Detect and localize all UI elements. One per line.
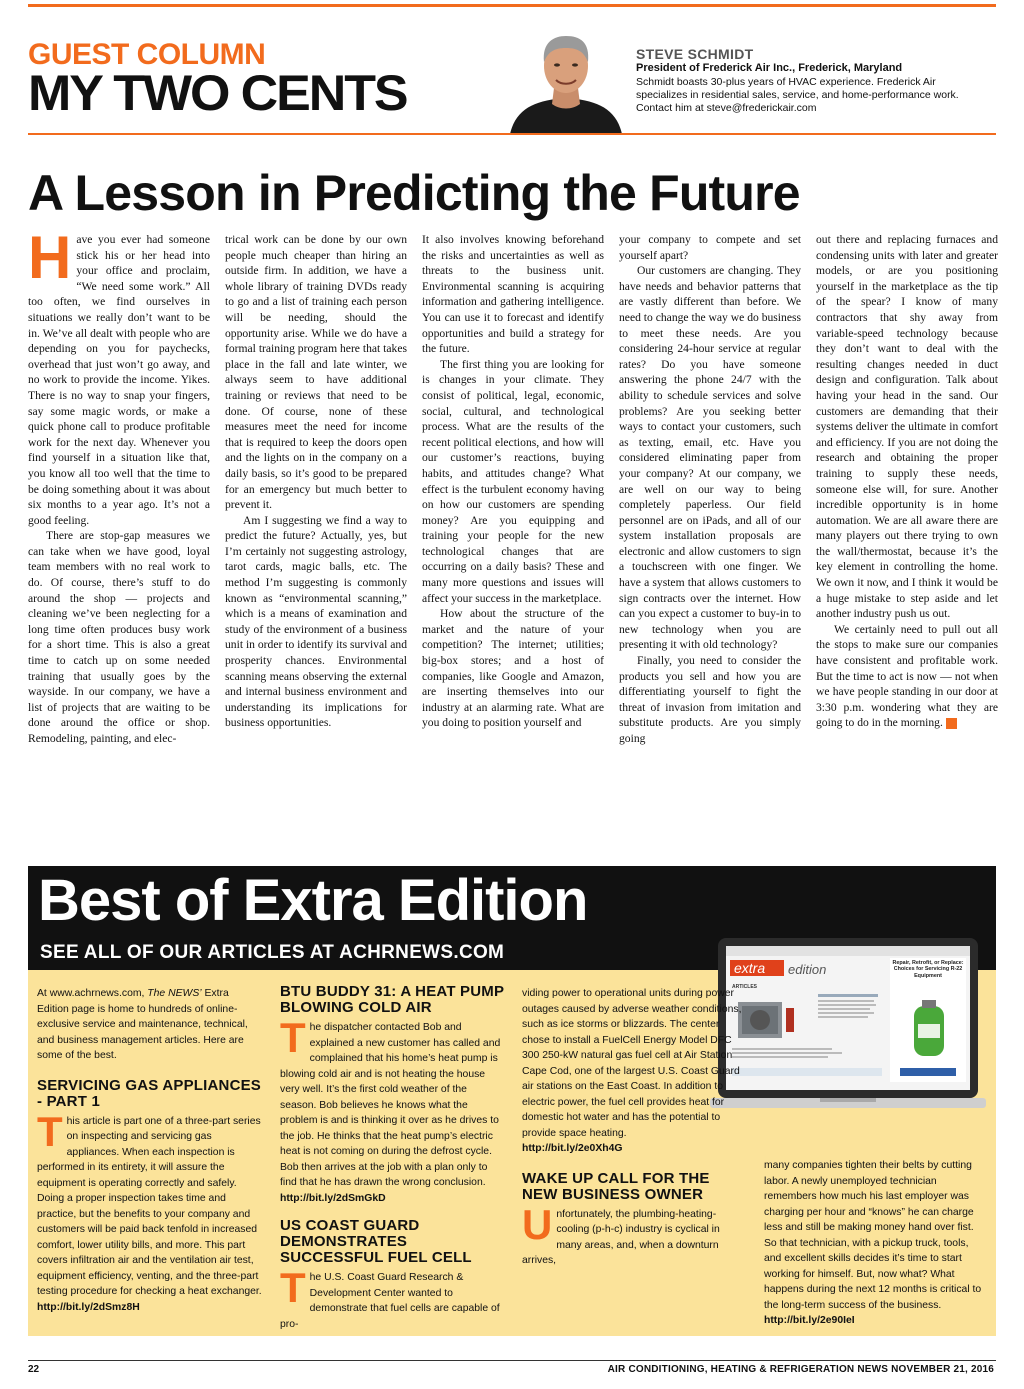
boe-article-2-link[interactable]: http://bit.ly/2dSmGkD — [280, 1192, 386, 1204]
boe-article-3-continued: viding power to operational units during power outages caused by adverse weather conditions, such as ice storms or blizzards. The center chose to install a FuelCell Energy Model DFC 300 250-kW natural gas fuel cell at Air Station Cape Cod, one of the largest U.S. Coast Guard air stations on the East Coast. In addition to electric power, the fuel cell provides heat for domestic hot water and has the potential to provide space heating. — [522, 988, 742, 1139]
author-role: President of Frederick Air Inc., Frederick, Maryland — [636, 62, 903, 74]
boe-article-3-body: The U.S. Coast Guard Research & Development Center wanted to demonstrate that fuel cells are capable of pro- — [280, 1264, 500, 1330]
boe-article-4-continued: many companies tighten their belts by cutting labor. A newly unemployed technician remembers how much his last employer was charging per hour and “knows” he can charge less and still be making money hand over fist. So that technician, with a pickup truck, tools, and excellent skills decides it’s time to start working for himself. But, now what? What happens during the next 12 months is critical to the long-term success of the business. — [764, 1160, 982, 1311]
article-body — [28, 224, 998, 818]
boe-article-3-link[interactable]: http://bit.ly/2e0Xh4G — [522, 1143, 623, 1154]
paragraph: We certainly need to pull out all the stops to make sure our companies have consistent and profitable work. But the time to act is now — not when we have people standing in our door at 3:30 p.m. wondering what they are going to do in the morning. N — [816, 622, 998, 730]
column-name: MY TWO CENTS — [28, 65, 407, 121]
boe-article-1-body: This article is part one of a three-part series on inspecting and servicing gas appliances. When each inspection is performed in its entirety, it will assure the equipment is operating correctly and safely. Doing a proper inspection takes time and practice, but the benefits to your company and customers will be paid back tenfold in increased comfort, lower utility bills, and more. This part covers infiltration air and the ventilation air test, equipment efficiency, venting, and the three-part testing procedure for checking a heat exchanger. — [37, 1107, 262, 1297]
author-name: STEVE SCHMIDT — [636, 46, 754, 62]
boe-article-1-link[interactable]: http://bit.ly/2dSmz8H — [37, 1301, 140, 1313]
article-column-3 — [422, 232, 604, 731]
paragraph: Our customers are changing. They have needs and behavior patterns that are vastly different than before. We need to change the way we do business to meet these needs. Are you considering 24-hour service at regular rates? Do you have someone answering the phone 24/7 with the ability to schedule services and solve problems? Are you seeking better ways to contact your customers, such as texting, email, etc. Have you considered eliminating paper from your company? At our company, we are well on our way to being completely paperless. Our field personnel are on iPads, and all of our system installation proposals are electronic and allow customers to sign a touchscreen with one finger. We have a system that allows customers to sign contracts over the internet. How can you expect a customer to buy-in to new technology when you are presenting it with old technology? — [619, 264, 801, 652]
boe-article-4-heading: WAKE UP CALL FOR THE NEW BUSINESS OWNER — [522, 1169, 710, 1203]
page-number: 22 — [28, 1364, 40, 1375]
article-column-4 — [619, 232, 801, 747]
boe-article-4-body: Unfortunately, the plumbing-heating-cooling (p-h-c) industry is cyclical in many areas, and, when a downturn arrives, — [522, 1200, 720, 1266]
boe-column-3 — [522, 986, 748, 1269]
drop-cap: T — [280, 1264, 306, 1311]
article-column-1 — [28, 224, 210, 747]
end-mark-icon: N — [946, 718, 957, 729]
boe-column-4 — [764, 1158, 986, 1329]
paragraph: trical work can be done by our own people much cheaper than hiring an outside firm. In addition, we have a whole library of training DVDs ready to go and a list of training each person will be needing, should the opportunity arise. While we do have a formal training program here that takes place in the fall and late winter, we always seem to have additional training or reviews that need to be done. Of course, none of these measures meet the need for income that is required to keep the doors open and the lights on in the company on a daily basis, so it’s good to be prepared for an emergency but much better to prevent it. — [225, 233, 407, 512]
author-photo — [506, 22, 626, 134]
boe-article-3-heading: US COAST GUARD DEMONSTRATES SUCCESSFUL FUEL CELL — [280, 1217, 472, 1266]
boe-intro: At www.achrnews.com, The NEWS’ Extra Edition page is home to hundreds of online-exclusive service and maintenance, technical, and business management articles. Here are some of the best. — [37, 988, 248, 1061]
boe-article-2-body: The dispatcher contacted Bob and explained a new customer has called and complained that his home’s heat pump is blowing cold air and is not heating the house very well. It’s the first cold weather of the season. Bob believes he knows what the problem is and is thinking it over as he drives to the job. He thinks that the heat pump’s electric heat is not coming on during the defrost cycle. Bob then arrives at the job with a plan only to find that he has drawn the wrong conclusion. — [280, 1014, 501, 1188]
boe-subtitle: SEE ALL OF OUR ARTICLES AT ACHRNEWS.COM — [40, 942, 505, 963]
article-column-5 — [816, 232, 998, 731]
author-bio: Schmidt boasts 30-plus years of HVAC experience. Frederick Air specializes in residential sales, service, and home-performance work. Contact him at steve@frederickair.com — [636, 76, 959, 114]
footer-rule — [28, 1360, 996, 1361]
laptop-side-ad-text: Repair, Retrofit, or Replace: Choices for Servicing R-22 Equipment — [892, 960, 964, 979]
boe-title: Best of Extra Edition — [38, 868, 588, 933]
laptop-logo-edition: edition — [788, 962, 827, 977]
paragraph: your company to compete and set yourself apart? — [619, 233, 801, 262]
laptop-illustration — [710, 938, 986, 1114]
top-rule — [28, 4, 996, 7]
paragraph: There are stop-gap measures we can take when we have good, loyal team members with no real work to do. Of course, there’s stuff to do around the shop — projects and cleaning we’ve been neglecting for a long time often produces busy work for a short time. This is also a great time to catch up on some needed training that usually goes by the wayside. In our company, we have a list of projects that are waiting to be done around the office or shop. Remodeling, painting, and elec- — [28, 529, 210, 745]
boe-column-2 — [280, 984, 506, 1332]
drop-cap: H — [28, 224, 72, 291]
article-column-2 — [225, 232, 407, 731]
paragraph: The first thing you are looking for is changes in your climate. They consist of political, legal, economic, social, cultural, and technological process. What are the results of the recent political elections, and how will our customer’s reactions, buying habits, and attitudes change? What effect is the turbulent economy having on how our customers are spending money? Are you equipping and training your people for the new technological changes that are occurring on a daily basis? These and many more questions and issues will affect your success in the marketplace. — [422, 357, 604, 605]
boe-article-2-heading: BTU BUDDY 31: A HEAT PUMP BLOWING COLD AIR — [280, 983, 504, 1016]
publication-line: AIR CONDITIONING, HEATING & REFRIGERATION NEWS NOVEMBER 21, 2016 — [607, 1364, 994, 1375]
drop-cap: U — [522, 1200, 553, 1248]
paragraph: out there and replacing furnaces and condensing units with later and greater models, or are you positioning yourself in the marketplace as the tip of the spear? I know of many contractors that shy away from variable-speed technology because they don’t want to deal with the resulting changes needed in duct design and configuration. Talk about having your head in the sand. Our customers are demanding that their systems deliver the ultimate in comfort and efficiency. If you are not doing the research and obtaining the proper training to supply these needs, someone else will, for sure. Another incredible opportunity is in home automation. We are all aware there are many players out there trying to own the wall/thermostat, because it’s the key element in controlling the home. We own it now, and I think it would be a huge mistake to step aside and let another industry push us out. — [816, 233, 998, 621]
column-kicker: GUEST COLUMN — [28, 38, 266, 71]
laptop-articles-label: ARTICLES — [732, 984, 757, 990]
boe-article-1-heading: SERVICING GAS APPLIANCES - PART 1 — [37, 1076, 262, 1110]
paragraph: Am I suggesting we find a way to predict the future? Actually, yes, but I’m certainly not suggesting astrology, tarot cards, magic balls, etc. The method I’m suggesting is commonly known as “environmental scanning,” which is a means of examination and study of the environment of a business unit in order to identify its survival and prosperity chances. Environmental scanning means observing the external and internal business environment and understanding its implications for business opportunities. — [225, 513, 407, 730]
drop-cap: T — [37, 1107, 63, 1155]
boe-column-1 — [37, 986, 263, 1315]
paragraph: How about the structure of the market and the nature of your competition? The internet; utilities; big-box stores; and a host of companies, like Google and Amazon, are inserting themselves into our industry at an alarming rate. What are you doing to position yourself and — [422, 607, 604, 730]
boe-article-4-link[interactable]: http://bit.ly/2e90IeI — [764, 1315, 855, 1326]
article-headline: A Lesson in Predicting the Future — [28, 165, 800, 221]
paragraph: It also involves knowing beforehand the risks and uncertainties as well as threats to the business unit. Environmental scanning is acquiring information and gathering intelligence. You can use it to forecast and identify opportunities and build a strategy for the future. — [422, 233, 604, 356]
drop-cap: T — [280, 1014, 306, 1061]
paragraph: Have you ever had someone stick his or her head into your office and proclaim, “We need some work.” All too often, we find ourselves in situations we really don’t want to be in. We’ve all dealt with people who are depending on you for paychecks, overhead that just won’t go away, and no work to provide the income. Yikes. There is no way to snap your fingers, say some magic words, or make a quick phone call to produce profitable work for the next day. Whenever you find yourself in a situation like that, you know all too well that the time to be doing something about it was about six months to a year ago. It’s not a good feeling. — [28, 224, 210, 527]
header-rule — [28, 133, 996, 135]
laptop-logo-extra: extra — [734, 960, 766, 976]
paragraph: Finally, you need to consider the products you sell and how you are differentiating yourself to fight the threat of invasion from imitation and substitute products. Are you simply going — [619, 654, 801, 745]
